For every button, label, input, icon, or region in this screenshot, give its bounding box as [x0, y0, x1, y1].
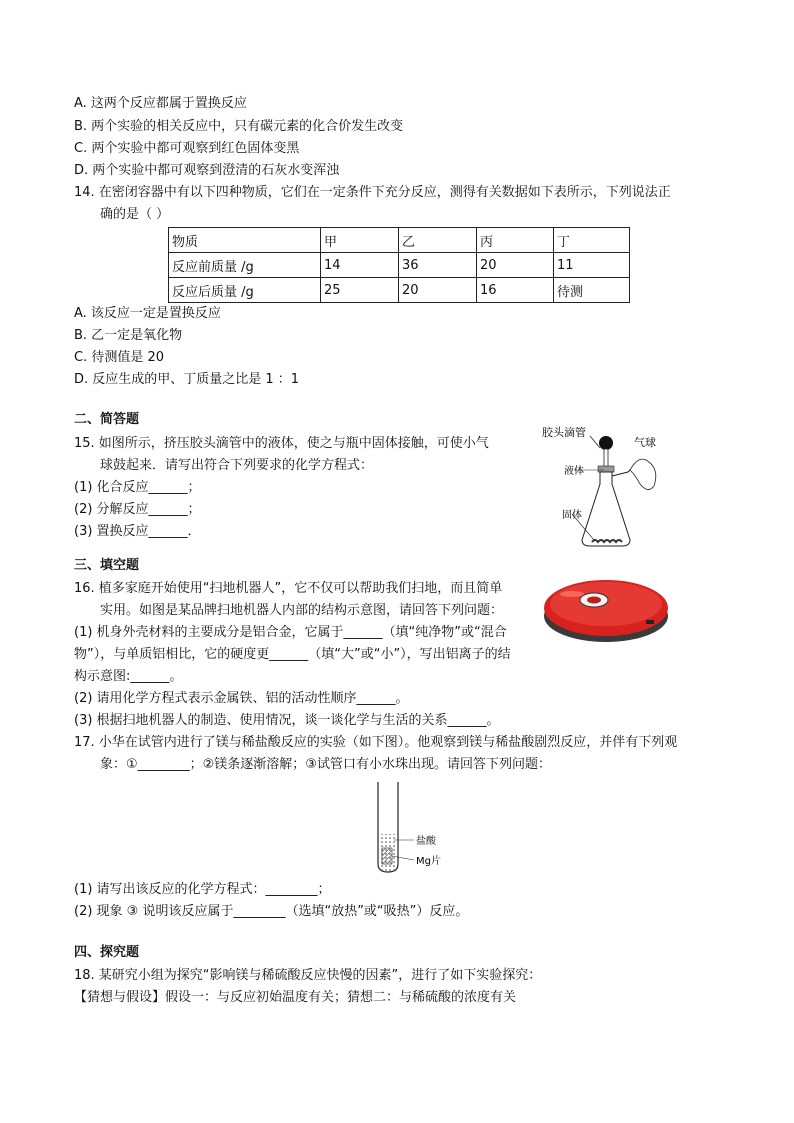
- q14-option-b: B. 乙一定是氧化物: [74, 328, 183, 343]
- test-tube-figure: [364, 776, 464, 876]
- flask-balloon-figure: [538, 422, 668, 554]
- q16-sub2: (2) 请用化学方程式表示金属铁、铝的活动性顺序______。: [74, 691, 409, 706]
- q17-sub1: (1) 请写出该反应的化学方程式：________；: [74, 882, 331, 897]
- q13-option-a: A. 这两个反应都属于置换反应: [74, 96, 247, 111]
- q16-sub1-line1: (1) 机身外壳材料的主要成分是铝合金，它属于______（填“纯净物”或“混合: [74, 625, 507, 640]
- q14-stem-line2: 确的是（ ）: [100, 207, 170, 222]
- balloon-label: 气球: [634, 436, 656, 449]
- table-row: [169, 253, 630, 278]
- table-cell: 物质: [169, 228, 321, 253]
- q13-option-b: B. 两个实验的相关反应中，只有碳元素的化合价发生改变: [74, 119, 404, 134]
- q15-stem-line1: 15. 如图所示，挤压胶头滴管中的液体，使之与瓶中固体接触，可使小气: [74, 436, 489, 451]
- robot-vacuum-image: [542, 572, 670, 644]
- solid-label: 固体: [562, 510, 582, 521]
- section-heading-fill-blank: 三、填空题: [74, 558, 140, 573]
- section-heading-inquiry: 四、探究题: [74, 945, 140, 960]
- q14-option-a: A. 该反应一定是置换反应: [74, 306, 221, 321]
- table-cell: 乙: [399, 228, 477, 253]
- table-cell: 20: [399, 278, 477, 303]
- table-cell: 丁: [554, 228, 630, 253]
- q14-stem-line1: 14. 在密闭容器中有以下四种物质，它们在一定条件下充分反应，测得有关数据如下表所示，下列说法正: [74, 185, 671, 200]
- table-cell: 甲: [321, 228, 399, 253]
- q14-option-c: C. 待测值是 20: [74, 350, 165, 365]
- q17-stem-line1: 17. 小华在试管内进行了镁与稀盐酸反应的实验（如下图）。他观察到镁与稀盐酸剧烈反应，并伴有下列观: [74, 735, 678, 750]
- conical-flask: [582, 472, 630, 546]
- mg-label: Mg片: [416, 856, 441, 867]
- q16-sub1-line3: 构示意图:______。: [74, 669, 183, 684]
- acid-label: 盐酸: [416, 836, 436, 847]
- q15-sub3: (3) 置换反应______．: [74, 524, 201, 539]
- table-cell: 25: [321, 278, 399, 303]
- q15-sub2: (2) 分解反应______；: [74, 502, 201, 517]
- section-heading-short-answer: 二、简答题: [74, 412, 140, 427]
- table-cell: 待测: [554, 278, 630, 303]
- balloon: [630, 459, 656, 489]
- table-cell: 反应前质量 /g: [169, 253, 321, 278]
- table-cell: 36: [399, 253, 477, 278]
- q14-data-table: [168, 227, 630, 303]
- q16-sub3: (3) 根据扫地机器人的制造、使用情况，谈一谈化学与生活的关系______。: [74, 713, 500, 728]
- q15-sub1: (1) 化合反应______；: [74, 480, 201, 495]
- table-header-row: [169, 228, 630, 253]
- dropper-bulb: [599, 436, 613, 450]
- q13-option-d: D. 两个实验中都可观察到澄清的石灰水变浑浊: [74, 163, 340, 178]
- q14-option-d: D. 反应生成的甲、丁质量之比是 1 ：1: [74, 372, 300, 387]
- table-cell: 14: [321, 253, 399, 278]
- q18-hypothesis: 【猜想与假设】假设一：与反应初始温度有关；猜想二：与稀硫酸的浓度有关: [74, 990, 517, 1005]
- q13-option-c: C. 两个实验中都可观察到红色固体变黑: [74, 141, 300, 156]
- table-cell: 20: [477, 253, 554, 278]
- table-row: [169, 278, 630, 303]
- table-cell: 反应后质量 /g: [169, 278, 321, 303]
- q16-stem-line2: 实用。如图是某品牌扫地机器人内部的结构示意图，请回答下列问题：: [100, 603, 504, 618]
- q18-stem-line1: 18. 某研究小组为探究“影响镁与稀硫酸反应快慢的因素”，进行了如下实验探究：: [74, 968, 542, 983]
- table-cell: 丙: [477, 228, 554, 253]
- q15-stem-line2: 球鼓起来．请写出符合下列要求的化学方程式：: [100, 458, 374, 473]
- q16-sub1-line2: 物”），与单质铝相比，它的硬度更______（填“大”或“小”），写出铝离子的结: [74, 647, 511, 662]
- table-cell: 11: [554, 253, 630, 278]
- liquid-label: 液体: [564, 466, 584, 477]
- magnesium-strip: [382, 848, 392, 864]
- q16-stem-line1: 16. 植多家庭开始使用“扫地机器人”，它不仅可以帮助我们扫地，而且简单: [74, 581, 503, 596]
- dropper-label: 胶头滴管: [542, 426, 586, 439]
- q17-stem-line2: 象：①________；②镁条逐渐溶解；③试管口有小水珠出现。请回答下列问题：: [100, 757, 551, 772]
- q17-sub2: (2) 现象 ③ 说明该反应属于________（选填“放热”或“吸热”）反应。: [74, 904, 469, 919]
- table-cell: 16: [477, 278, 554, 303]
